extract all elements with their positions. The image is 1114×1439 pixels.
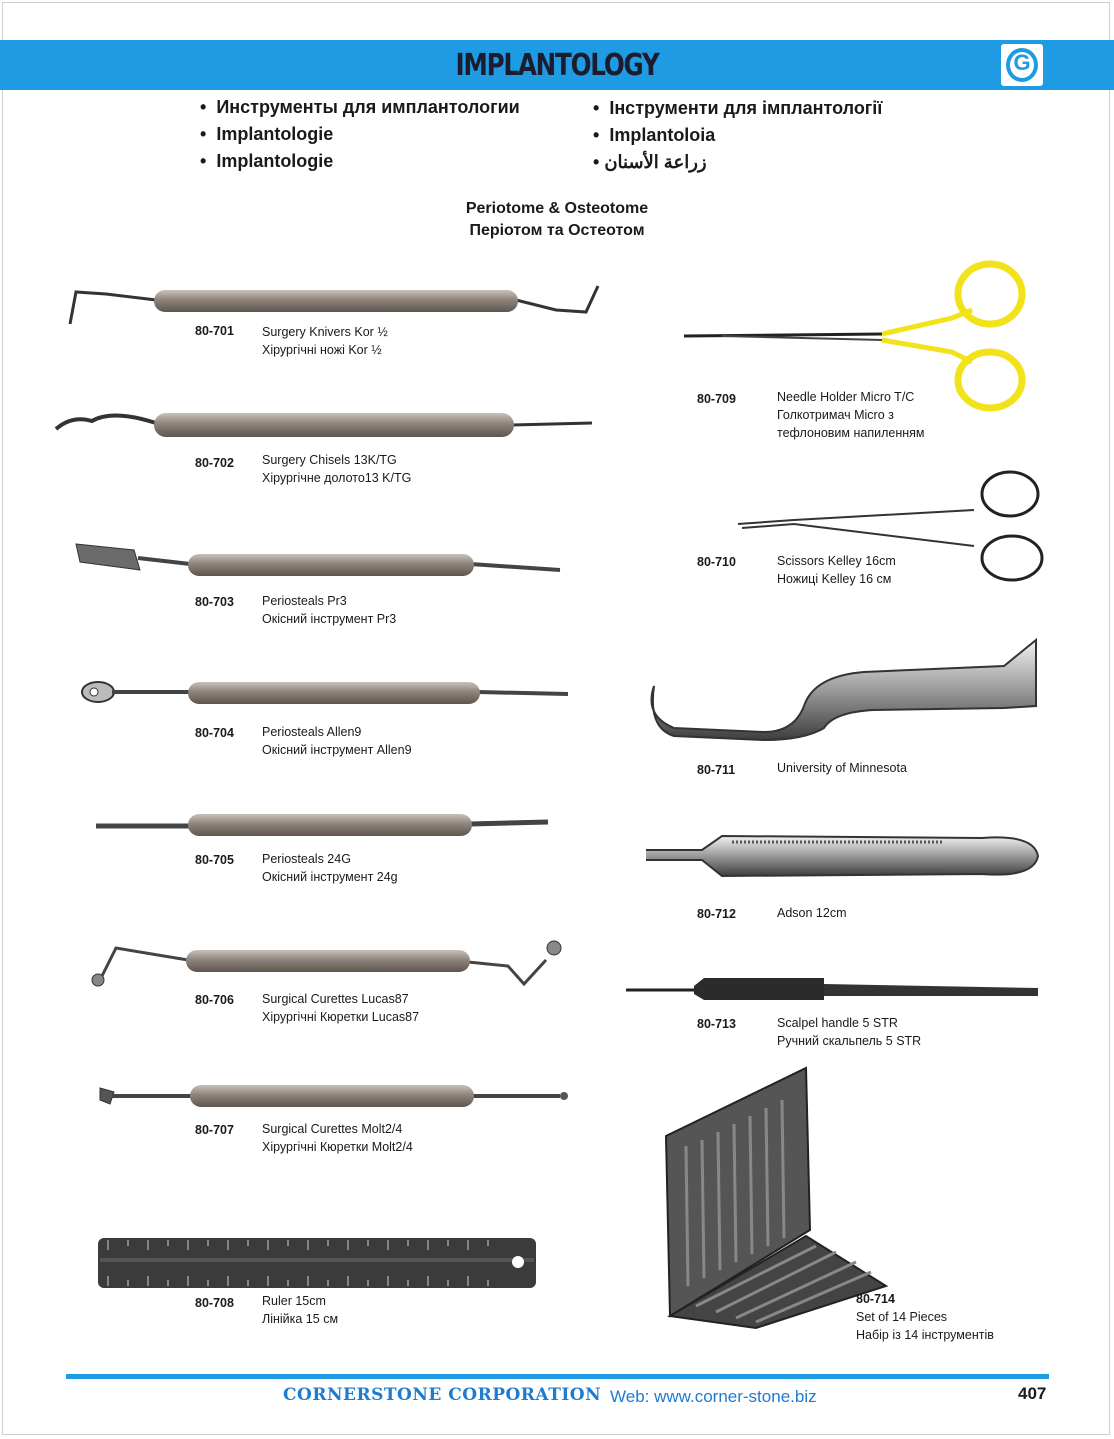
page-title: IMPLANTOLOGY xyxy=(455,48,659,83)
bullet-item: • Implantologie xyxy=(200,121,520,148)
cornerstone-logo-icon: G xyxy=(1001,44,1043,86)
product-description: Periosteals Allen9 Окісний інструмент Allen9 xyxy=(262,725,412,757)
curette-lucas87-image xyxy=(88,936,568,992)
bullet-item: • زراعة الأسنان xyxy=(593,152,707,172)
product-description: Scissors Kelley 16cm Ножиці Kelley 16 см xyxy=(777,554,896,586)
periosteal-pr3-image xyxy=(70,536,570,582)
product-description: University of Minnesota xyxy=(777,761,907,775)
product-description: Surgery Chisels 13K/TG Хірургічне долото13 K/TG xyxy=(262,453,412,485)
surgery-knife-image xyxy=(66,280,606,328)
bullets-right xyxy=(593,95,882,149)
surgery-chisel-image xyxy=(52,405,602,445)
product-description: Periosteals 24G Окісний інструмент 24g xyxy=(262,852,398,884)
curette-molt24-image xyxy=(96,1080,576,1114)
product-description: Ruler 15cm Лінійка 15 см xyxy=(262,1294,339,1326)
product-description: Surgery Knivers Kor ½ Хірургічні ножі Kor ½ xyxy=(262,325,388,357)
bullet-item: • Implantoloia xyxy=(593,122,882,149)
bullet-item: • Инструменты для имплантологии xyxy=(200,94,520,121)
product-code: 80-705 xyxy=(195,853,234,867)
product-description: Needle Holder Micro T/C Голкотримач Micro з тефлоновим напиленням xyxy=(777,390,925,440)
product-description: Periosteals Pr3 Окісний інструмент Pr3 xyxy=(262,594,397,626)
product-code: 80-706 xyxy=(195,993,234,1007)
bullet-item: • Implantologie xyxy=(200,148,520,175)
product-code: 80-702 xyxy=(195,456,234,470)
product-description: Surgical Curettes Molt2/4 Хірургічні Кюретки Molt2/4 xyxy=(262,1122,413,1154)
retractor-image xyxy=(644,636,1044,746)
scalpel-handle-image xyxy=(624,974,1042,1004)
product-code: 80-703 xyxy=(195,595,234,609)
adson-forceps-image xyxy=(642,824,1044,888)
footer-line xyxy=(66,1374,1049,1379)
product-description: Adson 12cm xyxy=(777,906,847,920)
periosteal-24g-image xyxy=(94,810,554,842)
bullets-right-arabic xyxy=(593,149,707,176)
bullets-left xyxy=(200,94,520,175)
section-subtitle: Periotome & Osteotome Періотом та Остеотом xyxy=(465,200,649,239)
bullet-item: • Інструменти для імплантології xyxy=(593,95,882,122)
product-description: Scalpel handle 5 STR Ручний скальпель 5 STR xyxy=(777,1016,922,1048)
product-code: 80-713 xyxy=(697,1017,736,1031)
product-description: 80-714 Set of 14 Pieces Набір із 14 інструментів xyxy=(856,1292,994,1342)
product-code: 80-710 xyxy=(697,555,736,569)
product-description: Surgical Curettes Lucas87 Хірургічні Кюретки Lucas87 xyxy=(262,992,420,1024)
page-number: 407 xyxy=(1018,1384,1047,1403)
website-link[interactable]: Web: www.corner-stone.biz xyxy=(610,1387,817,1406)
product-code: 80-704 xyxy=(195,726,234,740)
product-code: 80-707 xyxy=(195,1123,234,1137)
product-code: 80-712 xyxy=(697,907,736,921)
product-code: 80-711 xyxy=(697,763,736,777)
ruler-image xyxy=(98,1238,538,1290)
company-name: CORNERSTONE CORPORATION xyxy=(283,1385,602,1405)
periosteal-allen9-image xyxy=(78,676,578,710)
product-code: 80-709 xyxy=(697,392,736,406)
product-code: 80-701 xyxy=(195,324,234,338)
product-code: 80-708 xyxy=(195,1296,234,1310)
